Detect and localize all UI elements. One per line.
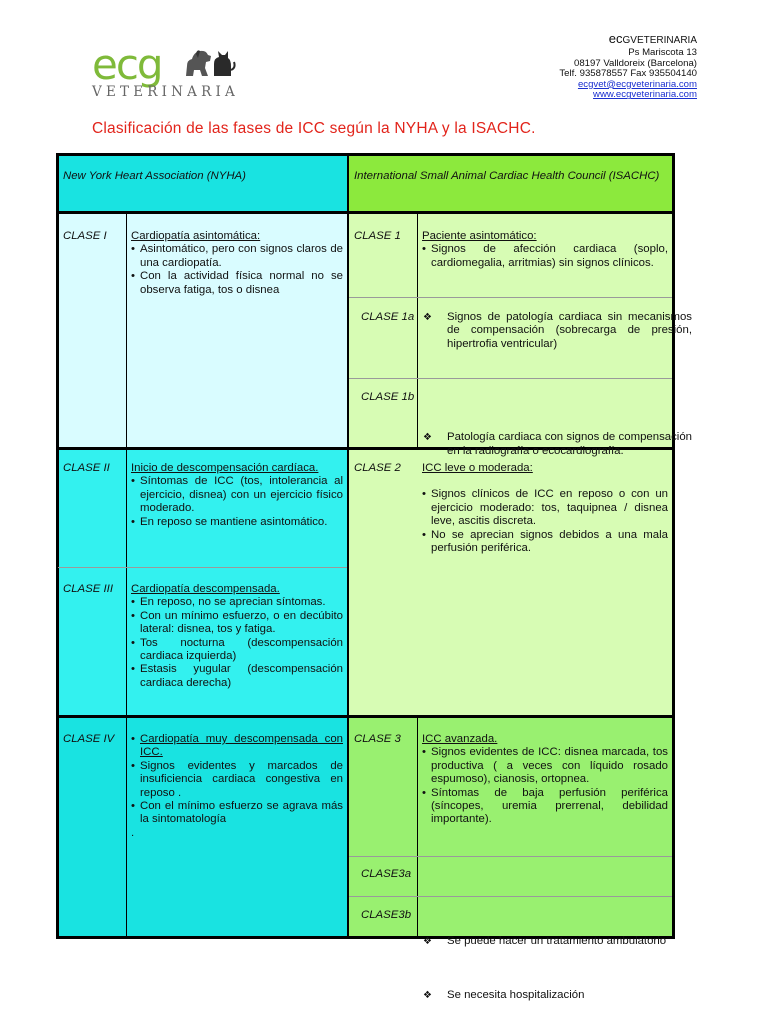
isachc-class-1b-label: CLASE 1b: [361, 391, 415, 403]
header-isachc: International Small Animal Cardiac Health Council (ISACHC): [354, 170, 660, 182]
isachc-class-3-item: • Síntomas de baja perfusión periférica (síncopes, uremia prerrenal, debilidad importante).: [422, 787, 668, 827]
ecg-logo: [92, 40, 262, 104]
nyha-class-3-item: • Con un mínimo esfuerzo, o en decúbito lateral: disnea, tos y fatiga.: [131, 610, 343, 637]
nyha-class-1-content: [131, 230, 343, 297]
contact-address: Ps Mariscota 13: [628, 47, 697, 58]
email-link[interactable]: ecgvet@ecgveterinaria.com: [577, 78, 697, 90]
isachc-class-2-content: [422, 462, 668, 555]
logo-subtitle: VETERINARIA: [92, 84, 239, 100]
isachc-class-1a-text: ❖ Signos de patología cardiaca sin mecanismos de compensación (sobrecarga de presión, hipertrofia ventricular): [423, 311, 692, 351]
website-link[interactable]: www.ecgveterinaria.com: [593, 89, 697, 101]
nyha-class-2-content: [131, 462, 343, 529]
nyha-class-3-item: • Tos nocturna (descompensación cardiaca izquierda): [131, 637, 343, 664]
nyha-class-4-heading: • Cardiopatía muy descompensada con ICC.: [131, 733, 343, 760]
nyha-class-4-item: • Signos evidentes y marcados de insuficiencia cardiaca congestiva en reposo .: [131, 760, 343, 800]
nyha-class-4-item: • Con el mínimo esfuerzo se agrava más la sintomatología: [131, 800, 343, 827]
isachc-class-3-item: • Signos evidentes de ICC: disnea marcada, tos productiva ( a veces con líquido rosado espumoso), cianosis, ortopnea.: [422, 746, 668, 786]
contact-block: [559, 32, 697, 101]
nyha-class-2-item: • En reposo se mantiene asintomático.: [131, 516, 343, 529]
isachc-class-1-label: CLASE 1: [354, 230, 401, 242]
nyha-class-3-heading: Cardiopatía descompensada.: [131, 583, 280, 595]
isachc-class-1b-text: ❖ Patología cardiaca con signos de compensación en la radiografía o ecocardiografía.: [423, 431, 692, 458]
isachc-class-3a-text: ❖ Se puede hacer un tratamiento ambulatorio: [423, 935, 692, 948]
dog-cat-icon: [184, 46, 236, 78]
nyha-class-2-item: • Síntomas de ICC (tos, intolerancia al ejercicio, disnea) con un ejercicio físico moderado.: [131, 475, 343, 515]
nyha-class-3-label: CLASE III: [63, 583, 114, 595]
logo-word: ecg: [92, 40, 162, 89]
nyha-class-1-item: • Asintomático, pero con signos claros de una cardiopatía.: [131, 243, 343, 270]
isachc-class-1-content: [422, 230, 668, 270]
isachc-class-1a-label: CLASE 1a: [361, 311, 415, 323]
nyha-class-1-label: CLASE I: [63, 230, 107, 242]
isachc-class-3-heading: ICC avanzada.: [422, 733, 498, 745]
contact-phone: Telf. 935878557 Fax 935504140: [559, 68, 697, 80]
contact-brand: [559, 32, 697, 48]
isachc-class-2-item: • Signos clínicos de ICC en reposo o con un ejercicio moderado: tos, taquipnea / disnea leve, ascitis discreta.: [422, 488, 668, 528]
nyha-class-3-item: • Estasis yugular (descompensación cardiaca derecha): [131, 663, 343, 690]
nyha-class-4-label: CLASE IV: [63, 733, 115, 745]
isachc-class-3b-text: ❖ Se necesita hospitalización: [423, 989, 692, 1002]
nyha-class-2-label: CLASE II: [63, 462, 110, 474]
nyha-class-2-heading: Inicio de descompensación cardíaca.: [131, 462, 319, 474]
nyha-class-3-content: [131, 583, 343, 690]
nyha-class-4-trailing: .: [131, 826, 135, 839]
isachc-class-1-heading: Paciente asintomático:: [422, 230, 537, 242]
brand-rest: GVETERINARIA: [622, 35, 697, 46]
isachc-class-3b-label: CLASE3b: [361, 909, 412, 921]
contact-city: 08197 Valldoreix (Barcelona): [573, 57, 697, 69]
isachc-class-2-label: CLASE 2: [354, 462, 401, 474]
nyha-class-1-heading: Cardiopatía asintomática:: [131, 230, 261, 242]
isachc-class-3-content: [422, 733, 668, 827]
page-title: Clasificación de las fases de ICC según la NYHA y la ISACHC.: [92, 120, 536, 137]
nyha-class-1-item: • Con la actividad física normal no se observa fatiga, tos o disnea: [131, 270, 343, 297]
isachc-class-2-item: • No se aprecian signos debidos a una mala perfusión periférica.: [422, 529, 668, 556]
header-nyha: New York Heart Association (NYHA): [63, 170, 246, 182]
nyha-class-4-content: [131, 733, 343, 840]
isachc-class-2-heading: ICC leve o moderada:: [422, 462, 533, 474]
isachc-class-3-label: CLASE 3: [354, 733, 401, 745]
isachc-class-1-item: • Signos de afección cardiaca (soplo, cardiomegalia, arritmias) sin signos clínicos.: [422, 243, 668, 270]
nyha-class-3-item: • En reposo, no se aprecian síntomas.: [131, 596, 343, 609]
brand-ec: ec: [608, 31, 623, 46]
isachc-class-3a-label: CLASE3a: [361, 868, 412, 880]
